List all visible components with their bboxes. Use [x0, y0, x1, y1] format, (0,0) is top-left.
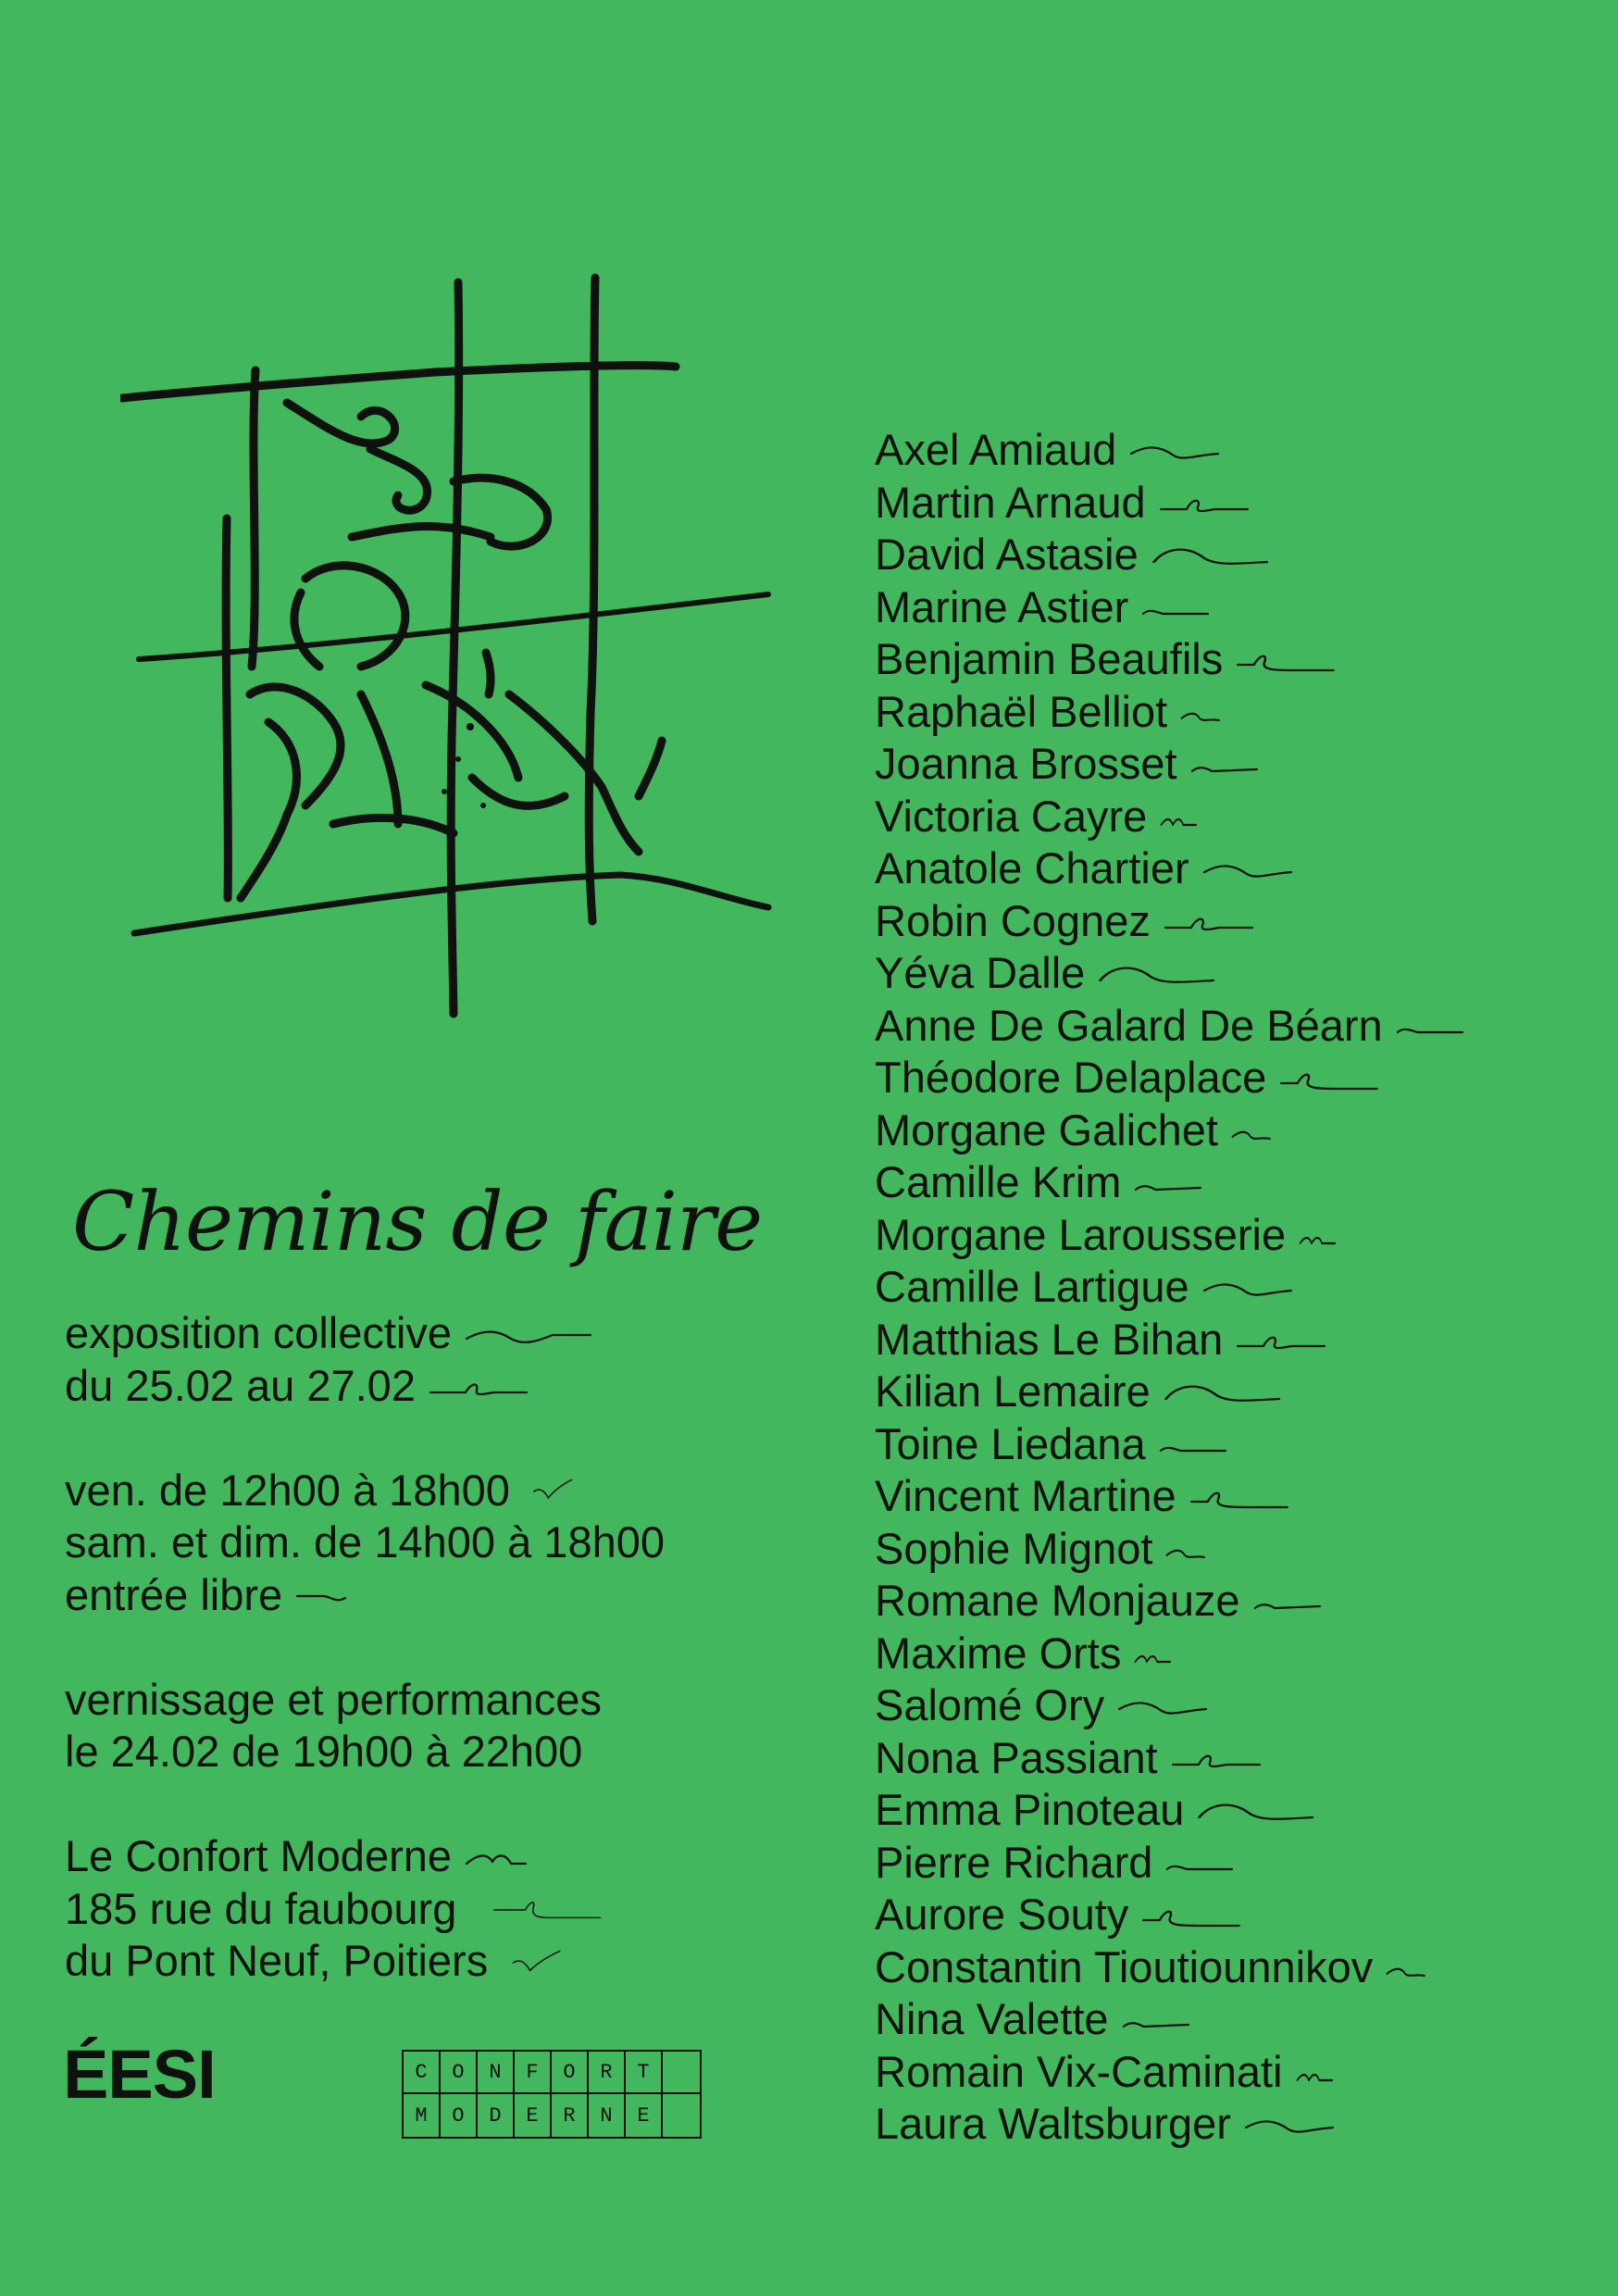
artist-name: Morgane Galichet	[875, 1104, 1479, 1157]
squiggle-icon	[429, 1374, 530, 1400]
squiggle-icon	[1165, 1537, 1230, 1563]
logo-letter: N	[589, 2094, 626, 2137]
squiggle-icon	[1189, 1485, 1291, 1511]
info-line: vernissage et performances	[65, 1674, 602, 1724]
artist-name: David Astasie	[875, 529, 1479, 581]
artist-name: Sophie Mignot	[875, 1523, 1479, 1576]
info-line: ven. de 12h00 à 18h00	[65, 1465, 665, 1517]
squiggle-icon	[1129, 439, 1222, 465]
artist-name: Anne De Galard De Béarn	[875, 1000, 1479, 1053]
squiggle-icon	[465, 1322, 594, 1348]
artist-name: Théodore Delaplace	[875, 1052, 1479, 1104]
squiggle-icon	[469, 1897, 627, 1923]
artist-name: Salomé Ory	[875, 1679, 1479, 1732]
artist-name: Toine Liedana	[875, 1418, 1479, 1471]
squiggle-icon	[523, 1479, 588, 1504]
squiggle-icon	[1396, 1014, 1479, 1040]
squiggle-icon	[501, 1950, 575, 1976]
squiggle-icon	[1160, 805, 1225, 830]
logo-letter: D	[478, 2094, 515, 2137]
artist-name: Nina Valette	[875, 1993, 1479, 2046]
squiggle-icon	[1296, 2060, 1361, 2086]
artist-name: Aurore Souty	[875, 1889, 1479, 1941]
info-line: le 24.02 de 19h00 à 22h00	[65, 1727, 583, 1776]
squiggle-icon	[1279, 1067, 1381, 1092]
logo-letter: E	[626, 2094, 663, 2137]
squiggle-icon	[1171, 1746, 1263, 1772]
calligraphy-drawing	[120, 259, 796, 1028]
squiggle-icon	[1134, 1171, 1217, 1197]
squiggle-icon	[1202, 1276, 1295, 1302]
logo-letter: N	[478, 2052, 515, 2094]
squiggle-icon	[1190, 753, 1274, 779]
artist-name: Camille Krim	[875, 1156, 1479, 1209]
squiggle-icon	[1141, 595, 1225, 621]
info-line: 185 rue du faubourg	[65, 1883, 665, 1936]
artist-name: Raphaël Belliot	[875, 686, 1479, 739]
eesi-logo	[63, 2036, 216, 2113]
artist-name: Nona Passiant	[875, 1732, 1479, 1785]
info-line: exposition collective	[65, 1307, 665, 1360]
artist-name: Victoria Cayre	[875, 791, 1479, 843]
squiggle-icon	[1386, 1955, 1450, 1981]
squiggle-icon	[1197, 1799, 1317, 1825]
squiggle-icon	[1164, 1380, 1284, 1406]
info-line: du Pont Neuf, Poitiers	[65, 1935, 665, 1988]
squiggle-icon	[1159, 491, 1251, 517]
squiggle-icon	[1122, 2008, 1205, 2034]
info-line: Le Confort Moderne	[65, 1830, 665, 1883]
squiggle-icon	[295, 1583, 351, 1609]
artist-name: Anatole Chartier	[875, 842, 1479, 895]
logo-letter: O	[441, 2094, 478, 2137]
artist-name: Pierre Richard	[875, 1837, 1479, 1890]
artist-name: Vincent Martine	[875, 1470, 1479, 1523]
squiggle-icon	[1165, 1851, 1249, 1877]
squiggle-icon	[1231, 1118, 1296, 1144]
squiggle-icon	[1164, 909, 1256, 935]
artist-name: Martin Arnaud	[875, 477, 1479, 530]
artist-name: Romane Monjauze	[875, 1575, 1479, 1628]
confort-moderne-logo	[402, 2050, 702, 2139]
artist-name: Yéva Dalle	[875, 947, 1479, 1000]
exhibition-title: Chemins de faire	[72, 1174, 763, 1269]
logo-letter: R	[589, 2052, 626, 2094]
logo-letter: M	[404, 2094, 441, 2137]
logo-letter: C	[404, 2052, 441, 2094]
artist-name: Maxime Orts	[875, 1628, 1479, 1680]
exhibition-info	[65, 1307, 665, 1988]
artist-name: Joanna Brosset	[875, 738, 1479, 791]
logo-letter: T	[626, 2052, 663, 2094]
squiggle-icon	[1141, 1903, 1243, 1929]
squiggle-icon	[1151, 543, 1272, 569]
artist-name: Laura Waltsburger	[875, 2098, 1479, 2151]
squiggle-icon	[1159, 1432, 1242, 1458]
logo-letter: O	[441, 2052, 478, 2094]
logo-letter: O	[552, 2052, 589, 2094]
info-line: sam. et dim. de 14h00 à 18h00	[65, 1517, 665, 1566]
artist-name: Robin Cognez	[875, 895, 1479, 948]
squiggle-icon	[1202, 857, 1295, 883]
logo-letter: R	[552, 2094, 589, 2137]
artist-name: Constantin Tioutiounnikov	[875, 1941, 1479, 1994]
artist-name: Axel Amiaud	[875, 424, 1479, 477]
artist-name: Camille Lartigue	[875, 1261, 1479, 1314]
artist-name: Benjamin Beaufils	[875, 633, 1479, 686]
artist-name: Morgane Larousserie	[875, 1209, 1479, 1262]
squiggle-icon	[1299, 1223, 1363, 1249]
artist-list	[875, 424, 1479, 2151]
artist-name: Matthias Le Bihan	[875, 1314, 1479, 1366]
artist-name: Emma Pinoteau	[875, 1784, 1479, 1837]
logo-letter: E	[515, 2094, 552, 2137]
artist-name: Marine Astier	[875, 581, 1479, 634]
info-line: du 25.02 au 27.02	[65, 1360, 665, 1413]
artist-name: Kilian Lemaire	[875, 1366, 1479, 1418]
squiggle-icon	[465, 1845, 529, 1871]
squiggle-icon	[1098, 962, 1218, 988]
squiggle-icon	[1236, 648, 1338, 674]
squiggle-icon	[1134, 1641, 1199, 1667]
squiggle-icon	[1253, 1590, 1337, 1616]
squiggle-icon	[1236, 1328, 1328, 1354]
squiggle-icon	[1244, 2113, 1337, 2139]
squiggle-icon	[1180, 700, 1245, 726]
logo-letter: F	[515, 2052, 552, 2094]
eesi-logo-text: ÉESI	[63, 2036, 216, 2113]
logo-letter	[663, 2052, 700, 2094]
artist-name: Romain Vix-Caminati	[875, 2046, 1479, 2099]
logo-letter	[663, 2094, 700, 2137]
info-line: entrée libre	[65, 1569, 665, 1622]
squiggle-icon	[1117, 1694, 1210, 1720]
